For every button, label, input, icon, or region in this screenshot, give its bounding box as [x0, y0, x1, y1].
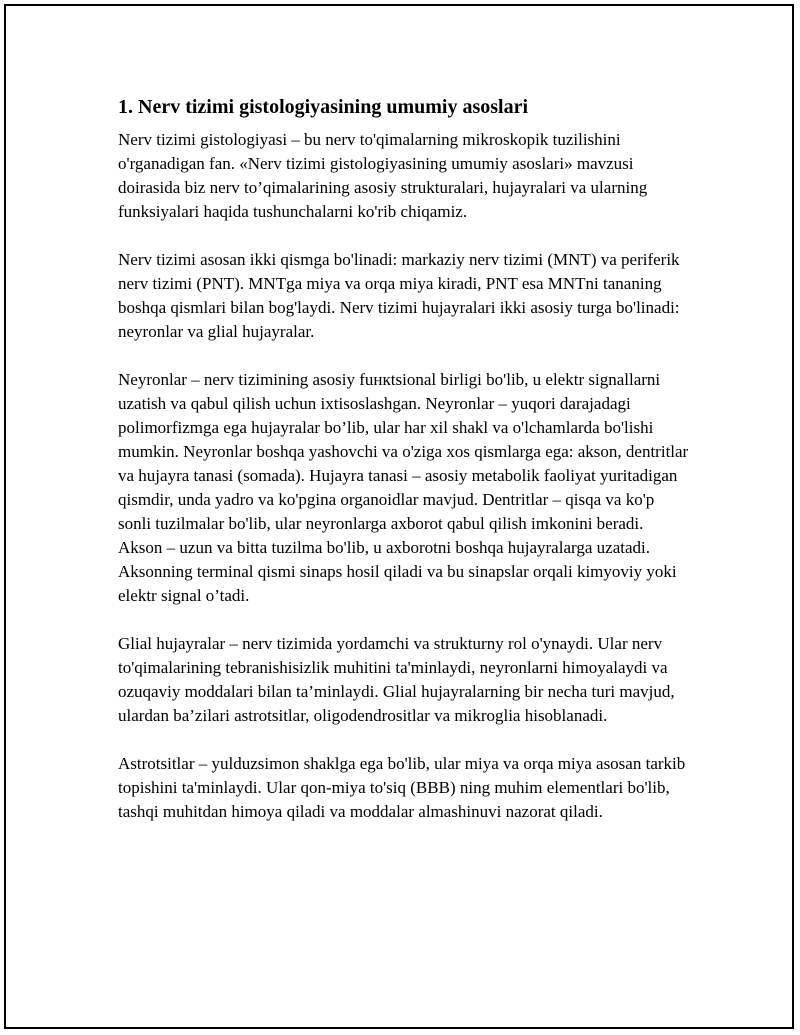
paragraph-glial-cells: Glial hujayralar – nerv tizimida yordamchi va strukturny rol o'ynaydi. Ular nerv to'qimalarining tebranishisizlik muhitini ta'minlaydi, neyronlarni himoyalaydi va ozuqaviy moddalari bilan ta’minlaydi. Glial hujayralarning bir necha turi mavjud, ulardan ba’zilari astrotsitlar, oligodendrositlar va mikroglia hisoblanadi.: [118, 634, 675, 725]
paragraph-divisions: Nerv tizimi asosan ikki qismga bo'linadi: markaziy nerv tizimi (MNT) va periferik nerv tizimi (PNT). MNTga miya va orqa miya kiradi, PNT esa MNTni tananing boshqa qismlari bilan bog'laydi. Nerv tizimi hujayralari ikki asosiy turga bo'linadi: neyronlar va glial hujayralar.: [118, 250, 680, 341]
section-heading: 1. Nerv tizimi gistologiyasining umumiy asoslari: [118, 96, 528, 118]
paragraph-astrocytes: Astrotsitlar – yulduzsimon shaklga ega bo'lib, ular miya va orqa miya asosan tarkib topishini ta'minlaydi. Ular qon-miya to'siq (BBB) ning muhim elementlari bo'lib, tashqi muhitdan himoya qiladi va moddalar almashinuvi nazorat qiladi.: [118, 754, 686, 821]
paragraph-neurons: Neyronlar – nerv tizimining asosiy fuнкtsional birligi bo'lib, u elektr signallarni uzatish va qabul qilish uchun ixtisoslashgan. Neyronlar – yuqori darajadagi polimorfizmga ega hujayralar bo’lib, ular har xil shakl va o'lchamlarda bo'lishi mumkin. Neyronlar boshqa yashovchi va o'ziga xos qismlarga ega: akson, dentritlar va hujayra tanasi (somada). Hujayra tanasi – asosiy metabolik faoliyat yuritadigan qismdir, unda yadro va ko'pgina organoidlar mavjud. Dentritlar – qisqa va ko'p sonli tuzilmalar bo'lib, ular neyronlarga axborot qabul qilish imkonini beradi. Akson – uzun va bitta tuzilma bo'lib, u axborotni boshqa hujayralarga uzatadi. Aksonning terminal qismi sinaps hosil qiladi va bu sinapslar orqali kimyoviy yoki elektr signal o’tadi.: [118, 370, 689, 605]
document-body: [118, 94, 690, 848]
paragraph-intro: Nerv tizimi gistologiyasi – bu nerv to'qimalarning mikroskopik tuzilishini o'rganadigan fan. «Nerv tizimi gistologiyasining umumiy asoslari» mavzusi doirasida biz nerv to’qimalarining asosiy strukturalari, hujayralari va ularning funksiyalari haqida tushunchalarni ko'rib chiqamiz.: [118, 130, 648, 221]
